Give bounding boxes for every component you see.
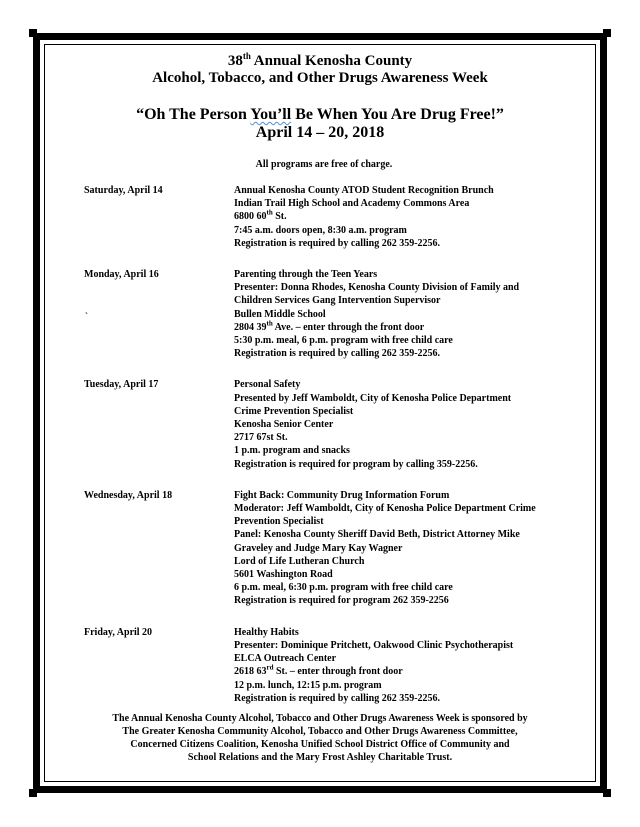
sponsor-line: The Annual Kenosha County Alcohol, Tobacco and Other Drugs Awareness Week is sponsored by	[112, 713, 528, 724]
header-title-rest: Annual Kenosha County	[250, 53, 413, 69]
event-detail-line	[234, 528, 579, 541]
event-detail-text: Kenosha Senior Center	[234, 419, 334, 431]
event-detail-text-rest: St.	[272, 211, 287, 223]
border-corner-top-left	[29, 29, 37, 37]
event-detail-line	[234, 581, 579, 594]
event-detail-line	[234, 431, 579, 444]
event-detail-text: Personal Safety	[234, 379, 301, 391]
event-detail-text: 5:30 p.m. meal, 6 p.m. program with free child care	[234, 335, 453, 347]
event-detail-line	[234, 392, 579, 405]
event-detail-text: 5601 Washington Road	[234, 569, 333, 581]
event-detail-line	[234, 555, 579, 568]
event-detail-text: Registration is required by calling 262 359-2256.	[234, 237, 441, 249]
event-details	[234, 268, 579, 360]
event-detail-line	[234, 542, 579, 555]
sponsor-line: School Relations and the Mary Frost Ashley Charitable Trust.	[187, 752, 453, 763]
event-day: Saturday, April 14	[84, 185, 163, 196]
event-detail-line	[234, 568, 579, 581]
event-detail-line	[234, 184, 579, 197]
event-detail-line	[234, 692, 579, 705]
event-day: Tuesday, April 17	[84, 379, 159, 391]
event-detail-text: Healthy Habits	[234, 626, 299, 638]
motto-part-1: “Oh The Person	[136, 106, 251, 123]
event-detail-text: 2618 63	[234, 666, 267, 678]
event-detail-line	[234, 502, 579, 515]
sponsor-line: The Greater Kenosha Community Alcohol, Tobacco and Other Drugs Awareness Committee,	[122, 726, 518, 737]
event-detail-text: Presented by Jeff Wamboldt, City of Kenosha Police Department	[234, 392, 512, 404]
free-of-charge-note: All programs are free of charge.	[255, 159, 393, 170]
ordinal-suffix: th	[266, 209, 273, 218]
event-detail-line	[234, 458, 579, 471]
event-detail-line	[234, 347, 579, 360]
sponsor-statement	[58, 712, 582, 764]
event-detail-text: 1 p.m. program and snacks	[234, 445, 350, 457]
event-block	[48, 378, 592, 470]
event-day: Friday, April 20	[84, 626, 153, 638]
motto-part-2: Be When You Are Drug Free!”	[291, 106, 504, 123]
event-detail-line	[234, 294, 579, 307]
event-detail-text: 6800 60	[234, 211, 267, 223]
event-detail-text: Panel: Kenosha County Sheriff David Beth, District Attorney Mike	[234, 529, 520, 541]
header-title-line-2: Alcohol, Tobacco, and Other Drugs Awareness Week	[152, 70, 488, 86]
header-motto	[48, 106, 592, 124]
event-details	[234, 626, 579, 705]
event-details	[234, 184, 579, 250]
event-detail-text: Registration is required by calling 262 359-2256.	[234, 348, 441, 360]
event-detail-text: Presenter: Dominique Pritchett, Oakwood Clinic Psychotherapist	[234, 639, 514, 651]
event-detail-line	[234, 405, 579, 418]
event-detail-line	[234, 210, 579, 223]
stray-mark: `	[85, 310, 88, 321]
event-detail-text: 12 p.m. lunch, 12:15 p.m. program	[234, 679, 382, 691]
header-ordinal-suffix: th	[242, 51, 251, 61]
event-detail-line	[234, 626, 579, 639]
event-detail-line	[234, 639, 579, 652]
event-detail-line	[234, 489, 579, 502]
event-detail-text: Registration is required for program by calling 359-2256.	[234, 458, 478, 470]
event-detail-text: Crime Prevention Specialist	[234, 405, 354, 417]
event-detail-text: 2717 67st St.	[234, 432, 288, 444]
header-ordinal-number: 38	[227, 53, 243, 69]
event-detail-line	[234, 224, 579, 237]
event-detail-text: Bullen Middle School	[234, 308, 326, 320]
event-detail-text: Presenter: Donna Rhodes, Kenosha County Division of Family and	[234, 282, 520, 294]
event-detail-line	[234, 308, 579, 321]
motto-spellcheck-word: You’ll	[250, 106, 292, 123]
event-detail-text: Graveley and Judge Mary Kay Wagner	[234, 542, 403, 554]
event-detail-text: Annual Kenosha County ATOD Student Recognition Brunch	[234, 185, 494, 196]
event-detail-line	[234, 418, 579, 431]
border-corner-top-right	[603, 29, 611, 37]
document-body	[48, 48, 592, 778]
event-detail-line	[234, 268, 579, 281]
border-corner-bottom-right	[603, 789, 611, 797]
event-detail-line	[234, 665, 579, 678]
event-details	[234, 489, 579, 608]
event-block	[48, 184, 592, 250]
event-detail-text: Children Services Gang Intervention Supervisor	[234, 295, 441, 307]
event-detail-text: Parenting through the Teen Years	[234, 269, 378, 281]
event-detail-text: ELCA Outreach Center	[234, 653, 337, 665]
event-detail-text: 6 p.m. meal, 6:30 p.m. program with free child care	[234, 582, 453, 594]
event-detail-text: Fight Back: Community Drug Information Forum	[234, 489, 450, 501]
event-details	[234, 378, 579, 470]
event-block	[48, 268, 592, 360]
event-block	[48, 626, 592, 705]
event-detail-line	[234, 679, 579, 692]
event-detail-text-rest: St. – enter through front door	[273, 666, 403, 678]
event-detail-line	[234, 334, 579, 347]
event-schedule	[48, 184, 592, 705]
event-detail-line	[234, 281, 579, 294]
event-detail-text: Prevention Specialist	[234, 516, 324, 528]
event-day: Wednesday, April 18	[84, 489, 173, 501]
sponsor-line: Concerned Citizens Coalition, Kenosha Unified School District Office of Community and	[130, 739, 510, 750]
event-detail-line	[234, 378, 579, 391]
header-dates: April 14 – 20, 2018	[255, 124, 385, 141]
event-detail-line	[234, 197, 579, 210]
event-detail-text: Registration is required for program 262 359-2256	[234, 595, 449, 607]
ordinal-suffix: rd	[266, 663, 274, 672]
event-day: Monday, April 16	[84, 269, 159, 281]
event-detail-line	[234, 515, 579, 528]
event-detail-line	[234, 237, 579, 250]
border-corner-bottom-left	[29, 789, 37, 797]
ordinal-suffix: th	[266, 319, 273, 328]
event-detail-line	[234, 444, 579, 457]
event-detail-text: 7:45 a.m. doors open, 8:30 a.m. program	[234, 224, 407, 236]
event-detail-text: Moderator: Jeff Wamboldt, City of Kenosha Police Department Crime	[234, 503, 536, 515]
header-title-line-1	[48, 48, 592, 70]
event-detail-text: 2804 39	[234, 321, 267, 333]
event-detail-line	[234, 594, 579, 607]
event-detail-line	[234, 321, 579, 334]
event-detail-text: Indian Trail High School and Academy Commons Area	[234, 198, 470, 210]
event-detail-line	[234, 652, 579, 665]
event-detail-text: Lord of Life Lutheran Church	[234, 555, 365, 567]
event-block	[48, 489, 592, 608]
event-detail-text: Registration is required by calling 262 359-2256.	[234, 692, 441, 704]
event-detail-text-rest: Ave. – enter through the front door	[272, 321, 425, 333]
flyer-header	[48, 48, 592, 142]
